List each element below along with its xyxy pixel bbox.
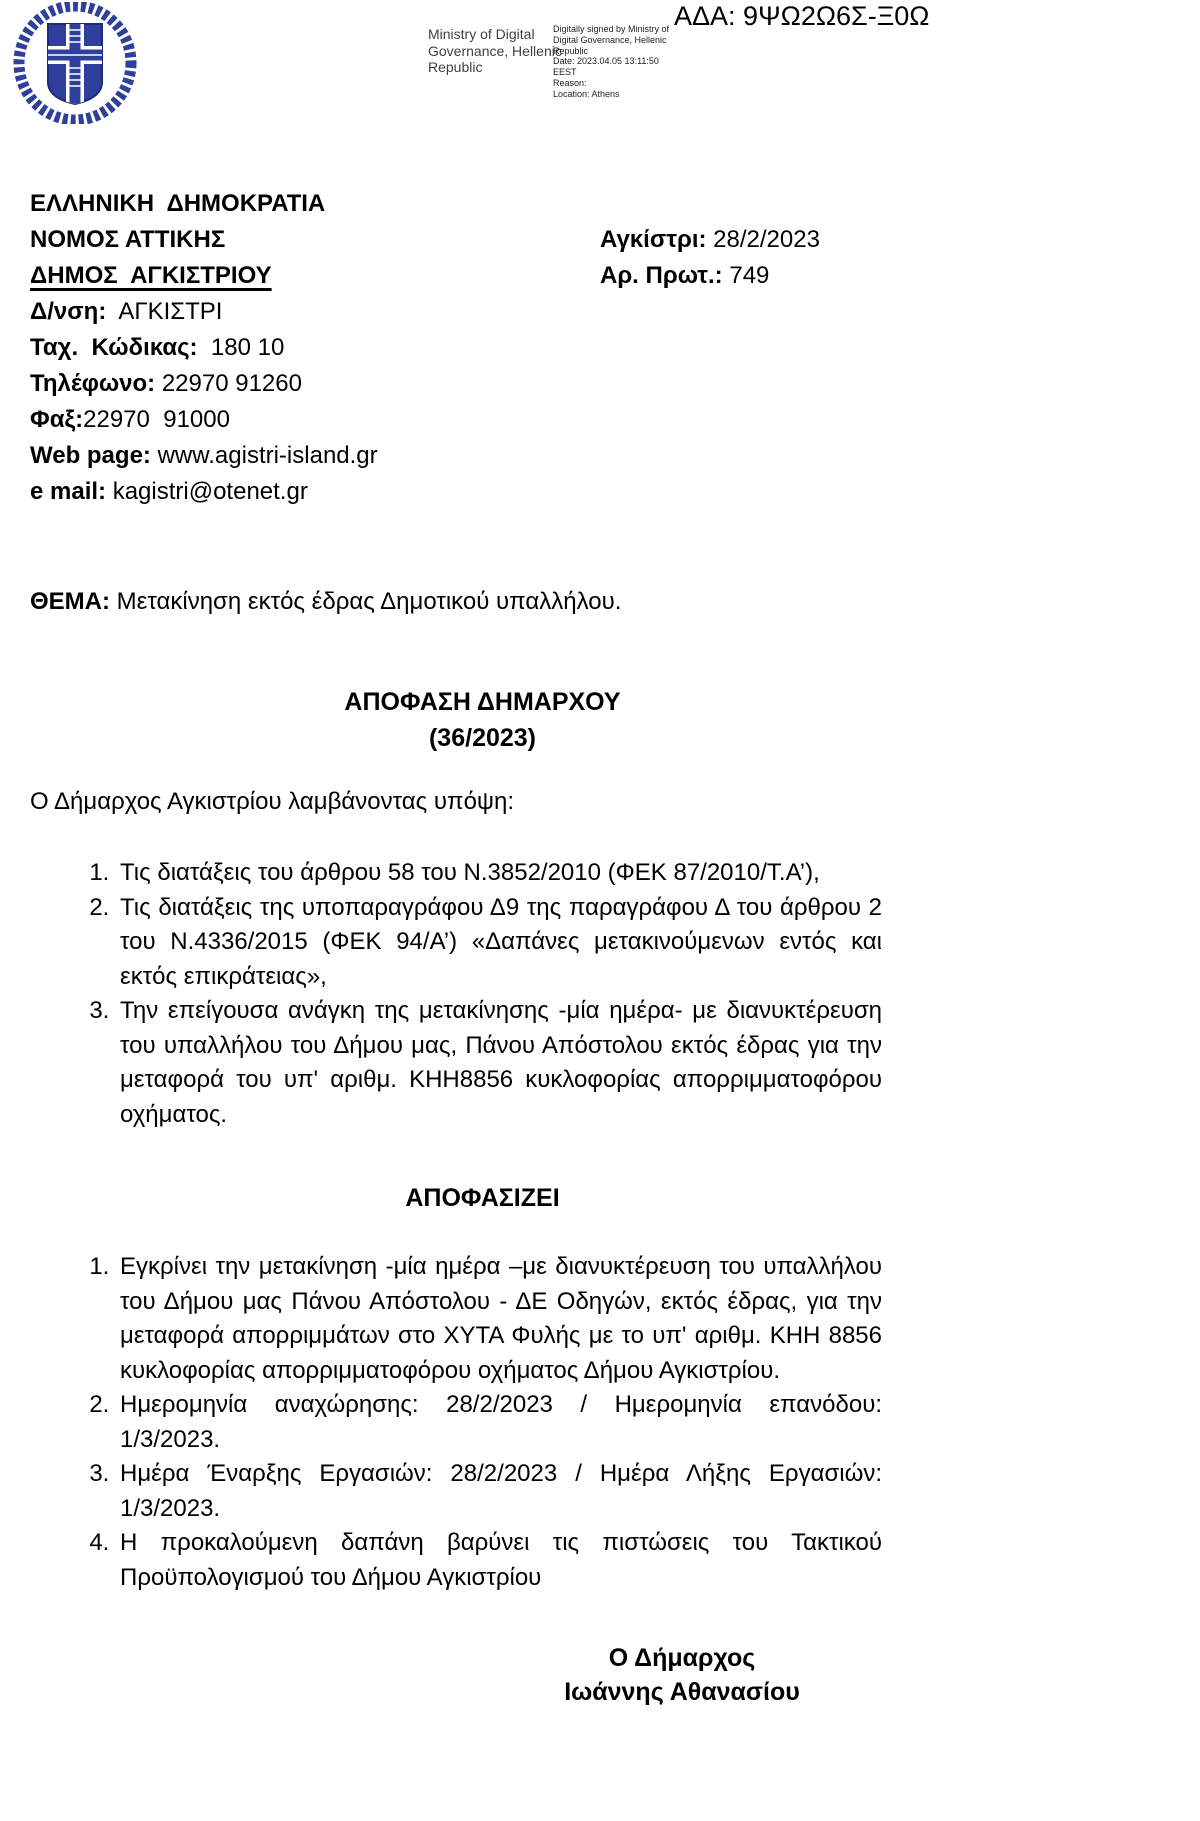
field-label: e mail: (30, 478, 107, 505)
subject-text: Μετακίνηση εκτός έδρας Δημοτικού υπαλλήλου. (110, 588, 622, 615)
ruling-item: 4. Η προκαλούμενη δαπάνη βαρύνει τις πιστώσεις του Τακτικού Προϋπολογισμού του Δήμου Αγκιστρίου (116, 1526, 882, 1595)
sender-field-phone (30, 366, 1200, 402)
field-label: Ταχ. Κώδικας: (30, 334, 198, 361)
field-value: ΑΓΚΙΣΤΡΙ (106, 298, 223, 325)
letterhead-section (30, 186, 1200, 510)
signature-detail-line: Location: Athens (553, 88, 620, 99)
rulings-list (30, 1250, 882, 1595)
signature-detail-line: Digitally signed by Ministry of Digital Governance, Hellenic Republic (553, 24, 670, 56)
field-value: 22970 91260 (155, 370, 302, 397)
digital-signature-stamp (553, 24, 671, 100)
decision-intro: Ο Δήμαρχος Αγκιστρίου λαμβάνοντας υπόψη: (30, 788, 515, 815)
place-label: Αγκίστρι: (600, 226, 707, 253)
decision-number: (36/2023) (428, 724, 537, 752)
decision-title-block (30, 684, 935, 756)
decision-title: ΑΠΟΦΑΣΗ ΔΗΜΑΡΧΟΥ (344, 688, 621, 716)
reference-protocol (600, 258, 820, 294)
signatory-title: Ο Δήμαρχος (608, 1644, 756, 1672)
signature-detail-line: Reason: (553, 77, 587, 88)
sender-municipality-line: ΔΗΜΟΣ ΑΓΚΙΣΤΡΙΟΥ (30, 262, 272, 289)
field-label: Δ/νση: (30, 298, 107, 325)
ruling-item: 2. Ημερομηνία αναχώρησης: 28/2/2023 / Ημερομηνία επανόδου: 1/3/2023. (116, 1388, 882, 1457)
subject-label: ΘΕΜΑ: (30, 588, 110, 615)
hellenic-republic-emblem (10, 2, 140, 124)
sender-republic-line: ΕΛΛΗΝΙΚΗ ΔΗΜΟΚΡΑΤΙΑ (30, 190, 326, 217)
sender-field-address (30, 294, 1200, 330)
consideration-item: 2. Τις διατάξεις της υποπαραγράφου Δ9 της παραγράφου Δ του άρθρου 2 του Ν.4336/2015 (ΦΕΚ 94/Α’) «Δαπάνες μετακινούμενων εντός και εκτός επικράτειας», (116, 891, 882, 995)
date-value: 28/2/2023 (706, 226, 820, 253)
field-label: Web page: (30, 442, 151, 469)
ada-number: ΑΔΑ: 9ΨΩ2Ω6Σ-Ξ0Ω (674, 1, 930, 31)
field-value: 22970 91000 (83, 406, 230, 433)
consideration-item: 3. Την επείγουσα ανάγκη της μετακίνησης -μία ημέρα- με διανυκτέρευση του υπαλλήλου του Δήμου μας, Πάνου Απόστολου εκτός έδρας για την μεταφορά του υπ' αριθμ. ΚΗΗ8856 κυκλοφορίας απορριμματοφόρου οχήματος. (116, 994, 882, 1132)
field-label: Φαξ: (30, 406, 84, 433)
sender-field-email (30, 474, 1200, 510)
ruling-item: 3. Ημέρα Έναρξης Εργασιών: 28/2/2023 / Ημέρα Λήξης Εργασιών: 1/3/2023. (116, 1457, 882, 1526)
reference-place-date (600, 222, 820, 258)
decides-title: ΑΠΟΦΑΣΙΖΕΙ (405, 1184, 560, 1212)
sender-field-webpage (30, 438, 1200, 474)
ruling-item: 1. Εγκρίνει την μετακίνηση -μία ημέρα –με διανυκτέρευση του υπαλλήλου του Δήμου μας Πάνου Απόστολου - ΔΕ Οδηγών, εκτός έδρας, για την μεταφορά απορριμμάτων στο ΧΥΤΑ Φυλής με το υπ' αριθμ. ΚΗΗ 8856 κυκλοφορίας απορριμματοφόρου οχήματος Δήμου Αγκιστρίου. (116, 1250, 882, 1388)
field-value: kagistri@otenet.gr (106, 478, 308, 505)
consideration-item: 1. Τις διατάξεις του άρθρου 58 του Ν.3852/2010 (ΦΕΚ 87/2010/Τ.Α’), (116, 856, 882, 891)
reference-block (600, 222, 820, 294)
signature-block (532, 1641, 832, 1709)
considerations-list (30, 856, 882, 1132)
sender-field-postal-code (30, 330, 1200, 366)
subject-line (30, 584, 1200, 620)
protocol-number: 749 (722, 262, 770, 289)
field-value: 180 10 (197, 334, 285, 361)
field-label: Τηλέφωνο: (30, 370, 156, 397)
signature-detail-line: Date: 2023.04.05 13:11:50 EEST (553, 56, 659, 78)
digital-signer-name: Ministry of Digital Governance, Hellenic Republic (428, 26, 562, 75)
document-header (0, 0, 1200, 128)
sender-prefecture-line: ΝΟΜΟΣ ΑΤΤΙΚΗΣ (30, 226, 226, 253)
greek-emblem-icon (10, 2, 140, 124)
protocol-label: Αρ. Πρωτ.: (600, 262, 723, 289)
sender-field-fax (30, 402, 1200, 438)
field-value: www.agistri-island.gr (150, 442, 378, 469)
signatory-name: Ιωάννης Αθανασίου (564, 1678, 800, 1706)
